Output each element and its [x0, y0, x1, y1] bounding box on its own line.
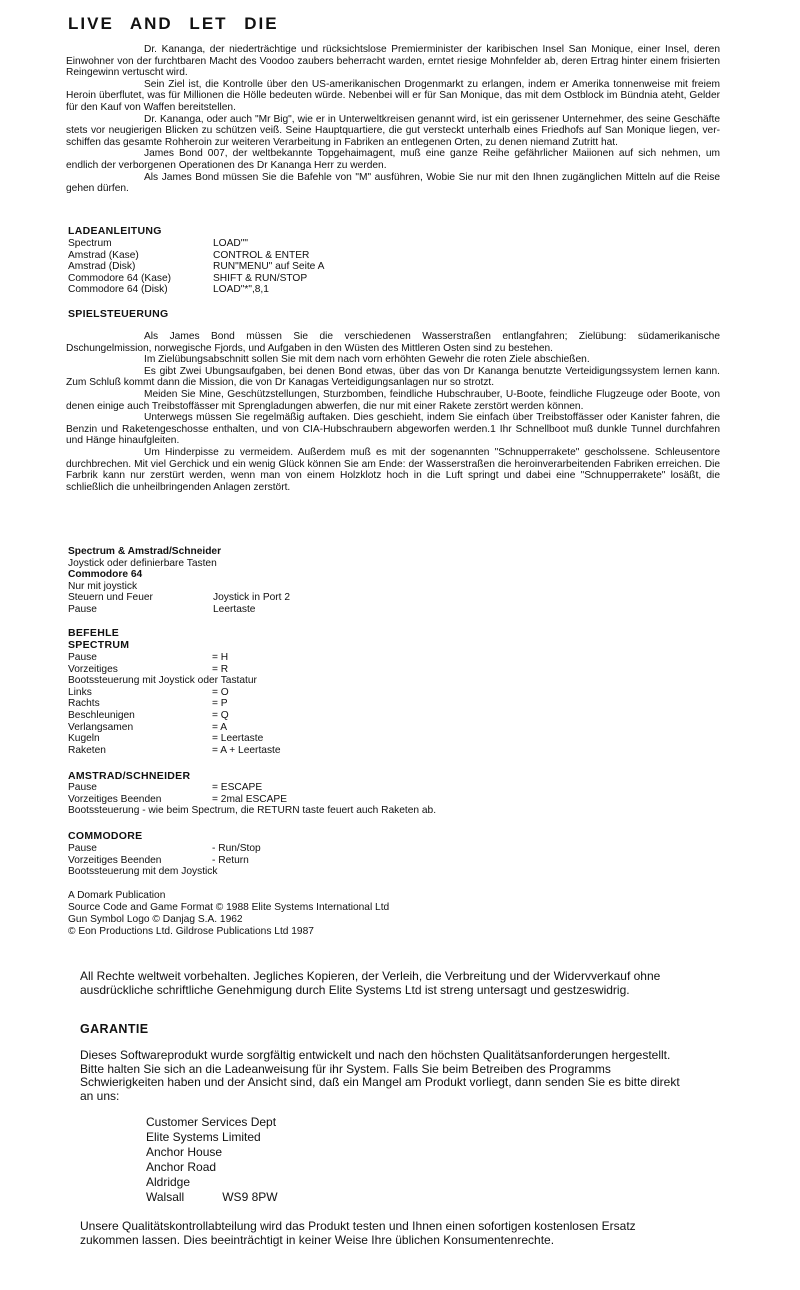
boat-steering-line: Bootssteuerung - wie beim Spectrum, die RETURN taste feuert auch Raketen ab. [68, 805, 437, 817]
list-item [68, 733, 281, 745]
closing-text: Unsere Qualitätskontrollabteilung wird das Produkt testen und Ihnen einen sofortigen kostenlosen Ersatz zukommen lassen. Dies beeinträchtigt in keiner Weise Ihre üblichen Konsumentenrechte. [80, 1219, 636, 1247]
address-line: Aldridge [146, 1175, 191, 1189]
intro-text [66, 44, 720, 195]
load-command: RUN"MENU" auf Seite A [213, 261, 325, 273]
control-label: Steuern und Feuer [68, 592, 153, 604]
command-label: Vorzeitiges [68, 663, 118, 675]
command-key: - Run/Stop [212, 843, 261, 854]
spectrum-commands [68, 652, 281, 756]
credit-line: Source Code and Game Format © 1988 Elite Systems International Ltd [68, 902, 390, 913]
control-value: Joystick in Port 2 [213, 592, 290, 604]
platform-label: Commodore 64 (Kase) [68, 272, 172, 284]
steuerung-paragraph: Unterwegs müssen Sie regelmäßig auftaken. Dies geschieht, indem Sie einfach über Treibstoffässer oder Kanister fahren, die Benzin und Raketengeschosse enthalten, und von CIA-Hubschraubern abgeworfen werden.1 Ihr Schnellboot muß dunkle Tunnel durchfahren und Hänge hinaufgleiten. [66, 412, 720, 447]
command-key: = H [212, 652, 229, 663]
list-item [68, 664, 281, 676]
intro-paragraph: Dr. Kananga, oder auch "Mr Big", wie er in Unterweltkreisen genannt wird, ist ein gerissener Unternehmer, des seine Geschäfte stets vor neugierigen Blicken zu schützen veiß. Seine Hauptquartiere, die gut versteckt unterhalb eines Friedhofs auf San Monique liegen, ver-schiffen das gesamte Rohheroin zur weiteren Verarbeitung in Fabriken an entlegenen Orten, zu denen niemand Zutritt hat. [66, 113, 720, 148]
command-key: = R [212, 663, 229, 675]
commodore-commands [68, 843, 261, 878]
load-command: LOAD"" [213, 238, 248, 249]
command-key: = Leertaste [212, 733, 264, 745]
address-line: Elite Systems Limited [146, 1130, 261, 1144]
credit-line: Gun Symbol Logo © Danjag S.A. 1962 [68, 914, 243, 925]
garantie-heading: GARANTIE [80, 1022, 149, 1036]
credit-line: A Domark Publication [68, 890, 166, 901]
list-item [68, 604, 290, 616]
command-key: = A + Leertaste [212, 744, 281, 756]
garantie-text: Dieses Softwareprodukt wurde sorgfältig entwickelt und nach den höchsten Qualitätsanforderungen hergestellt. Bitte halten Sie sich an die Ladeanweisung für ihr System. Falls Sie beim Betreiben des Programms Schwierigkeiten haben und der Ansicht sind, daß ein Mangel am Produkt vorliegt, dann senden Sie es bitte direkt an uns: [80, 1048, 680, 1103]
list-item [68, 843, 261, 855]
command-label: Beschleunigen [68, 709, 135, 721]
load-command: CONTROL & ENTER [213, 249, 310, 261]
command-label: Pause [68, 652, 97, 663]
c64-heading: Commodore 64 [68, 569, 143, 581]
command-key: = P [212, 698, 228, 710]
command-label: Raketen [68, 744, 106, 756]
command-label: Pause [68, 843, 97, 854]
command-key: = 2mal ESCAPE [212, 793, 288, 805]
command-key: - Return [212, 854, 249, 866]
intro-paragraph: Als James Bond müssen Sie die Bafehle von "M" ausführen, Wobie Sie nur mit den Ihnen zugänglichen Mitteln auf die Reise gehen dürfen. [66, 171, 720, 195]
list-item [68, 687, 281, 699]
intro-paragraph: Sein Ziel ist, die Kontrolle über den US-amerikanischen Drogenmarkt zu erlangen, indem er Amerika tonnenweise mit freiem Heroin überflutet, was für Millionen die Hölle bedeuten würde. Nebenbei will er für San Monique, das mit dem Ostblock im Bündnia ateht, Gelder für den Kauf von Waffen bereitstellen. [66, 78, 720, 113]
platform-label: Spectrum [68, 238, 112, 249]
list-item [68, 238, 324, 250]
list-item [68, 592, 290, 604]
ladeanleitung-list [68, 238, 324, 296]
steuerung-paragraph: Als James Bond müssen Sie die verschiedenen Wasserstraßen entlangfahren; Zielübung: südamerikanische Dschungelmission, norwegische Fjords, und Aufgaben in den Wüsten des Mittleren Osten sind zu bestehen. [66, 331, 720, 354]
ladeanleitung-heading: LADEANLEITUNG [68, 225, 162, 237]
spectrum-heading: SPECTRUM [68, 639, 130, 651]
spectrum-amstrad-line: Joystick oder definierbare Tasten [68, 557, 217, 569]
command-key: = O [212, 686, 229, 698]
platform-label: Commodore 64 (Disk) [68, 284, 168, 296]
list-item [68, 273, 324, 285]
list-item [68, 855, 261, 867]
document-title: LIVE AND LET DIE [68, 14, 279, 33]
intro-paragraph: Dr. Kananga, der niederträchtige und rücksichtslose Premierminister der karibischen Insel San Monique, einer Insel, deren Einwohner von der furchtbaren Macht des Voodoo zaubers beherracht warden, erntet riesige Mohnfelder ab, deren Ertrag hinter einem frisierten Reingewinn vertuscht wird. [66, 44, 720, 79]
list-item [68, 284, 324, 296]
credits [68, 890, 389, 938]
address-line [146, 1190, 278, 1205]
load-command: SHIFT & RUN/STOP [213, 272, 308, 284]
platform-label: Amstrad (Kase) [68, 249, 139, 261]
steuerung-paragraph: Meiden Sie Mine, Geschützstellungen, Sturzbomben, feindliche Hubschrauber, U-Boote, feindliche Flugzeuge oder Boote, von denen einige auch Treibstoffässer mit Sprengladungen abwerfen, die nur mit einer Rakete zerstört werden können. [66, 388, 720, 412]
list-item [68, 745, 281, 757]
return-address [146, 1115, 278, 1205]
list-item [68, 794, 436, 806]
list-item [68, 698, 281, 710]
command-label: Rachts [68, 698, 100, 710]
list-item [68, 782, 436, 794]
address-line: Anchor Road [146, 1160, 217, 1174]
spectrum-amstrad-heading: Spectrum & Amstrad/Schneider [68, 546, 222, 557]
list-item [68, 722, 281, 734]
steuerung-paragraph: Um Hinderpisse zu vermeidem. Außerdem muß es mit der sogenannten "Schnupperrakete" gescholssene. Schleusentore durchbrechen. Mit viel Gerchick und ein wenig Glück können Sie am Ende: der Wasserstraßen die heroinverarbeitenden Fabriken erreichen. Die Farbrik kann nur zerstürt werden, wenn man von einem Holzklotz hoch in die Luft springt und dabei eine "Schnupperrakete" losäßt, die schließlich die unheilbringenden Anlagen zerstört. [66, 446, 720, 493]
list-item [68, 710, 281, 722]
spielsteuerung-text [66, 331, 720, 493]
command-label: Verlangsamen [68, 721, 134, 733]
c64-line: Nur mit joystick [68, 580, 138, 592]
command-label: Kugeln [68, 733, 100, 745]
list-item [68, 250, 324, 262]
command-label: Links [68, 686, 92, 698]
address-city: Walsall [146, 1190, 185, 1204]
address-line: Customer Services Dept [146, 1115, 277, 1129]
boat-steering-line: Bootssteuerung mit dem Joystick [68, 866, 218, 878]
amstrad-heading: AMSTRAD/SCHNEIDER [68, 770, 191, 782]
platform-label: Amstrad (Disk) [68, 261, 136, 273]
command-label: Pause [68, 782, 97, 793]
control-label: Pause [68, 603, 97, 615]
steuerung-paragraph: Es gibt Zwei Ubungsaufgaben, bei denen Bond etwas, über das von Dr Kananga benutzte Verteidigungssystem lernen kann. Zum Schluß kommt dann die Mission, die von Dr Kanagas Verteidigungsanlagen nur so strotzt. [66, 365, 720, 389]
command-label: Vorzeitiges Beenden [68, 793, 162, 805]
control-value: Leertaste [213, 603, 256, 615]
credit-line: © Eon Productions Ltd. Gildrose Publications Ltd 1987 [68, 926, 314, 937]
command-key: = A [212, 721, 228, 733]
command-key: = Q [212, 709, 229, 721]
command-key: = ESCAPE [212, 782, 263, 793]
spielsteuerung-heading: SPIELSTEUERUNG [68, 308, 169, 320]
boat-steering-line: Bootssteuerung mit Joystick oder Tastatur [68, 675, 257, 687]
list-item [68, 652, 281, 664]
load-command: LOAD"*",8,1 [213, 284, 269, 296]
amstrad-commands [68, 782, 436, 817]
platform-controls [68, 546, 290, 616]
rights-notice: All Rechte weltweit vorbehalten. Jegliches Kopieren, der Verleih, die Verbreitung und der Widervverkauf ohne ausdrückliche schriftliche Genehmigung durch Elite Systems Ltd ist streng untersagt und gestzeswidrig. [80, 969, 661, 997]
address-postcode: WS9 8PW [222, 1190, 278, 1204]
commodore-heading: COMMODORE [68, 830, 143, 842]
address-line: Anchor House [146, 1145, 223, 1159]
intro-paragraph: James Bond 007, der weltbekannte Topgehaimagent, muß eine ganze Reihe gefährlicher Maiionen auf sich nehmen, um endlich der verborgenen Operationen des Dr Kananga Herr zu werden. [66, 148, 720, 171]
list-item [68, 261, 324, 273]
command-label: Vorzeitiges Beenden [68, 854, 162, 866]
befehle-heading: BEFEHLE [68, 627, 120, 639]
steuerung-paragraph: Im Zielübungsabschnitt sollen Sie mit dem nach vorn erhöhten Gewehr die roten Ziele abschießen. [144, 354, 590, 366]
